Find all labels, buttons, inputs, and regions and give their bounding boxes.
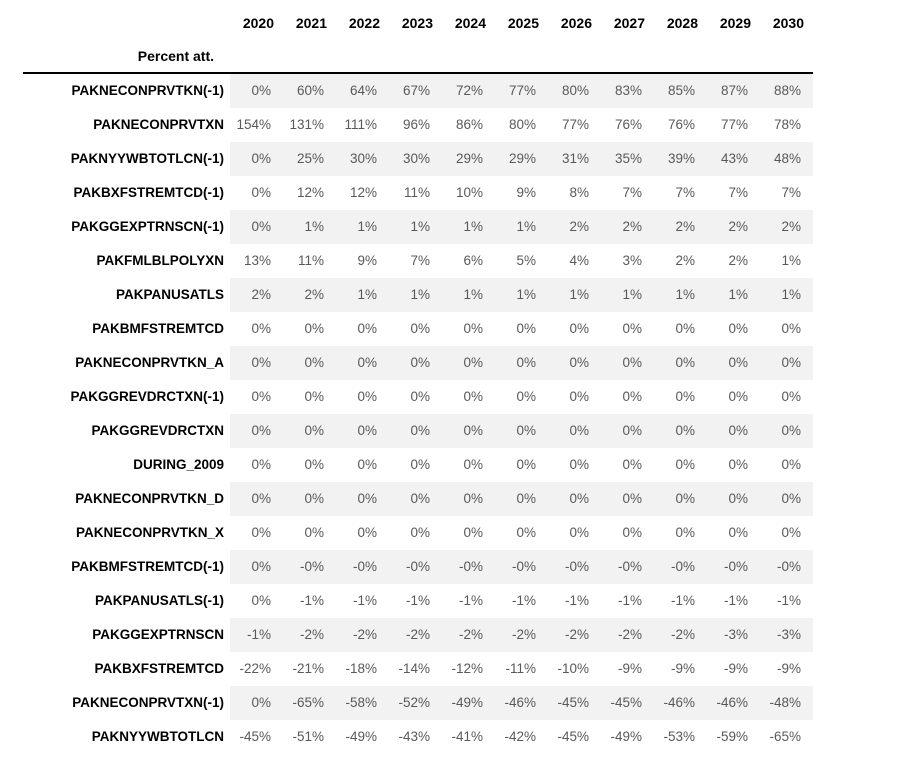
value-cell: 1% [654,278,707,312]
value-cell: 1% [707,278,760,312]
value-cell: 0% [283,482,336,516]
table-row [23,686,813,720]
row-label: PAKGGREVDRCTXN [91,423,224,438]
value-cell: 0% [569,389,589,404]
table-row [23,482,813,516]
value-cell: 131% [289,117,324,132]
value-cell: -45% [239,729,271,744]
table-row [23,176,813,210]
value-cell: 0% [251,321,271,336]
value-cell: 1% [495,210,548,244]
value-cell: -2% [336,618,389,652]
row-label: PAKBMFSTREMTCD(-1) [71,559,224,574]
value-cell: -11% [505,661,536,676]
value-cell: -2% [389,618,442,652]
row-label: PAKFMLBLPOLYXN [96,253,224,268]
value-cell: 1% [781,253,801,268]
row-label: PAKNECONPRVTKN_A [75,355,224,370]
value-cell: -45% [548,686,601,720]
value-cell: -9% [670,661,695,676]
year-header-2025: 2025 [507,15,539,31]
value-cell: 0% [251,457,271,472]
value-cell: 12% [296,185,324,200]
value-cell: 0% [622,457,642,472]
row-label: PAKNECONPRVTXN(-1) [72,695,224,710]
value-cell: 0% [675,389,695,404]
value-cell: 0% [601,414,654,448]
subheader-row [23,40,813,72]
value-cell: 0% [569,525,589,540]
value-cell: -42% [504,729,536,744]
value-cell: -18% [345,661,377,676]
table-row [23,74,813,108]
value-cell: 0% [728,525,748,540]
value-cell: 0% [410,321,430,336]
value-cell: 30% [336,142,389,176]
value-cell: -59% [716,729,748,744]
corner-label: Percent att. [137,48,214,64]
value-cell: 0% [389,414,442,448]
value-cell: -45% [601,686,654,720]
value-cell: -58% [336,686,389,720]
value-cell: 10% [455,185,483,200]
value-cell: -65% [283,686,336,720]
value-cell: 0% [283,414,336,448]
value-cell: 9% [516,185,536,200]
value-cell: -48% [760,686,813,720]
value-cell: 29% [495,142,548,176]
value-cell: 0% [760,414,813,448]
year-header-2026: 2026 [560,15,592,31]
value-cell: 64% [336,74,389,108]
value-cell: -22% [239,661,271,676]
value-cell: -0% [283,550,336,584]
value-cell: 1% [495,278,548,312]
value-cell: 6% [463,253,483,268]
value-cell: -1% [352,593,377,608]
value-cell: 4% [569,253,589,268]
value-cell: 0% [622,321,642,336]
value-cell: 67% [389,74,442,108]
value-cell: -9% [723,661,748,676]
value-cell: 0% [336,346,389,380]
value-cell: 0% [548,482,601,516]
value-cell: 0% [463,457,483,472]
year-header-2024: 2024 [454,15,486,31]
row-label: PAKNECONPRVTXN [93,117,224,132]
value-cell: 0% [251,593,271,608]
value-cell: 25% [283,142,336,176]
value-cell: 9% [357,253,377,268]
table-row [23,414,813,448]
value-cell: 0% [442,482,495,516]
value-cell: 0% [622,525,642,540]
value-cell: 1% [548,278,601,312]
value-cell: 0% [230,346,283,380]
value-cell: 0% [601,482,654,516]
row-label: PAKPANUSATLS(-1) [95,593,224,608]
year-header-2020: 2020 [242,15,274,31]
value-cell: 1% [389,278,442,312]
year-header-2029: 2029 [719,15,751,31]
value-cell: 2% [601,210,654,244]
value-cell: -0% [389,550,442,584]
value-cell: 1% [760,278,813,312]
value-cell: 0% [304,457,324,472]
value-cell: -2% [283,618,336,652]
table-row [23,516,813,550]
value-cell: 0% [569,321,589,336]
value-cell: -41% [451,729,483,744]
value-cell: 0% [781,321,801,336]
value-cell: 0% [357,321,377,336]
row-label: PAKNYYWBTOTLCN [91,729,224,744]
value-cell: -52% [389,686,442,720]
value-cell: -1% [511,593,536,608]
value-cell: 0% [463,321,483,336]
value-cell: 0% [675,457,695,472]
value-cell: 12% [349,185,377,200]
value-cell: -2% [654,618,707,652]
value-cell: -3% [707,618,760,652]
value-cell: 78% [773,117,801,132]
value-cell: 0% [760,482,813,516]
value-cell: 0% [654,346,707,380]
value-cell: 0% [251,525,271,540]
value-cell: 77% [720,117,748,132]
value-cell: -0% [654,550,707,584]
value-cell: 7% [410,253,430,268]
row-label: PAKNECONPRVTKN_X [75,525,224,540]
corner-empty-cell [23,6,230,40]
table-row [23,720,813,754]
value-cell: 0% [495,482,548,516]
value-cell: 0% [781,389,801,404]
value-cell: 0% [389,346,442,380]
value-cell: 11% [403,185,430,200]
value-cell: 87% [707,74,760,108]
row-label: PAKPANUSATLS [116,287,224,302]
value-cell: -46% [654,686,707,720]
value-cell: 1% [442,278,495,312]
value-cell: 111% [344,117,377,132]
value-cell: -12% [451,661,483,676]
value-cell: 0% [230,74,283,108]
value-cell: -1% [405,593,430,608]
value-cell: 2% [230,278,283,312]
value-cell: 0% [336,482,389,516]
value-cell: 0% [410,525,430,540]
value-cell: -0% [442,550,495,584]
value-cell: -51% [292,729,324,744]
table-row [23,346,813,380]
value-cell: 43% [707,142,760,176]
value-cell: 0% [251,185,271,200]
value-cell: 72% [442,74,495,108]
value-cell: 1% [283,210,336,244]
value-cell: -1% [299,593,324,608]
value-cell: 96% [402,117,430,132]
value-cell: 0% [654,414,707,448]
value-cell: 2% [283,278,336,312]
table-row [23,550,813,584]
value-cell: -46% [707,686,760,720]
value-cell: -49% [442,686,495,720]
value-cell: 2% [548,210,601,244]
value-cell: -2% [442,618,495,652]
value-cell: 85% [654,74,707,108]
value-cell: 0% [230,210,283,244]
value-cell: 77% [561,117,589,132]
value-cell: 0% [707,482,760,516]
value-cell: 0% [410,389,430,404]
row-label: PAKNECONPRVTKN_D [75,491,224,506]
row-label: PAKGGEXPTRNSCN [92,627,224,642]
row-label: PAKGGEXPTRNSCN(-1) [71,219,224,234]
year-header-2021: 2021 [295,15,327,31]
value-cell: -9% [776,661,801,676]
value-cell: 83% [601,74,654,108]
value-cell: 3% [622,253,642,268]
value-cell: 0% [707,414,760,448]
value-cell: 0% [622,389,642,404]
value-cell: 0% [707,346,760,380]
value-cell: 0% [357,525,377,540]
value-cell: -1% [617,593,642,608]
value-cell: 0% [516,457,536,472]
value-cell: -2% [495,618,548,652]
value-cell: 0% [516,321,536,336]
value-cell: 8% [569,185,589,200]
table-row [23,584,813,618]
value-cell: 0% [495,346,548,380]
value-cell: 86% [455,117,483,132]
value-cell: 77% [495,74,548,108]
value-cell: 0% [548,414,601,448]
value-cell: 5% [516,253,536,268]
value-cell: 0% [230,550,283,584]
value-cell: 11% [297,253,324,268]
value-cell: 0% [230,686,283,720]
value-cell: -1% [776,593,801,608]
value-cell: 0% [728,389,748,404]
value-cell: -46% [495,686,548,720]
table-row [23,652,813,686]
value-cell: 0% [728,321,748,336]
row-label: PAKNECONPRVTKN(-1) [71,83,224,98]
value-cell: 0% [675,525,695,540]
value-cell: -21% [292,661,324,676]
row-label: PAKBXFSTREMTCD [94,661,224,676]
value-cell: 154% [236,117,271,132]
value-cell: -0% [548,550,601,584]
table-row [23,210,813,244]
value-cell: 7% [675,185,695,200]
value-cell: 76% [614,117,642,132]
value-cell: 0% [654,482,707,516]
value-cell: -0% [707,550,760,584]
value-cell: 0% [410,457,430,472]
value-cell: 0% [230,142,283,176]
value-cell: 2% [760,210,813,244]
value-cell: 0% [760,346,813,380]
value-cell: 0% [357,457,377,472]
value-cell: 0% [230,482,283,516]
value-cell: 0% [516,525,536,540]
row-label: PAKGGREVDRCTXN(-1) [70,389,224,404]
table-body [23,74,813,754]
value-cell: -65% [769,729,801,744]
row-label: PAKBMFSTREMTCD [92,321,224,336]
value-cell: 1% [389,210,442,244]
value-cell: 0% [495,414,548,448]
value-cell: 80% [548,74,601,108]
value-cell: 0% [251,389,271,404]
value-cell: 0% [781,525,801,540]
value-cell: 2% [728,253,748,268]
year-header-2030: 2030 [772,15,804,31]
year-header-2027: 2027 [613,15,645,31]
value-cell: 0% [569,457,589,472]
value-cell: 48% [760,142,813,176]
value-cell: 60% [283,74,336,108]
value-cell: 35% [601,142,654,176]
percent-attribution-table [23,6,813,754]
table-row [23,244,813,278]
value-cell: 0% [304,525,324,540]
value-cell: 1% [336,210,389,244]
value-cell: 30% [389,142,442,176]
value-cell: -49% [610,729,642,744]
value-cell: 29% [442,142,495,176]
value-cell: -3% [760,618,813,652]
value-cell: 0% [304,321,324,336]
value-cell: 13% [243,253,271,268]
value-cell: -1% [230,618,283,652]
value-cell: 7% [728,185,748,200]
value-cell: 0% [463,389,483,404]
value-cell: 0% [442,346,495,380]
value-cell: 0% [442,414,495,448]
table-row [23,312,813,346]
year-header-2022: 2022 [348,15,380,31]
value-cell: 0% [336,414,389,448]
value-cell: 7% [622,185,642,200]
value-cell: 0% [548,346,601,380]
value-cell: -2% [548,618,601,652]
value-cell: -0% [336,550,389,584]
value-cell: 0% [781,457,801,472]
value-cell: 0% [283,346,336,380]
value-cell: 1% [336,278,389,312]
value-cell: -1% [723,593,748,608]
value-cell: -45% [557,729,589,744]
value-cell: 0% [357,389,377,404]
value-cell: 0% [728,457,748,472]
value-cell: 0% [516,389,536,404]
value-cell: 31% [548,142,601,176]
value-cell: -1% [458,593,483,608]
table-row [23,448,813,482]
value-cell: 76% [667,117,695,132]
table-row [23,618,813,652]
value-cell: -10% [557,661,589,676]
table-row [23,108,813,142]
value-cell: -0% [495,550,548,584]
value-cell: -53% [663,729,695,744]
value-cell: 80% [508,117,536,132]
value-cell: 2% [654,210,707,244]
value-cell: 39% [654,142,707,176]
row-label: PAKBXFSTREMTCD(-1) [73,185,224,200]
year-header-2028: 2028 [666,15,698,31]
value-cell: 0% [230,414,283,448]
value-cell: 2% [675,253,695,268]
year-header-row [23,6,813,40]
value-cell: -0% [760,550,813,584]
value-cell: 1% [601,278,654,312]
value-cell: -43% [398,729,430,744]
value-cell: -49% [345,729,377,744]
table-row [23,380,813,414]
value-cell: 0% [675,321,695,336]
value-cell: -1% [564,593,589,608]
value-cell: 7% [781,185,801,200]
value-cell: -2% [601,618,654,652]
value-cell: 0% [304,389,324,404]
row-label: DURING_2009 [133,457,224,472]
value-cell: 88% [760,74,813,108]
value-cell: 0% [389,482,442,516]
value-cell: 0% [601,346,654,380]
value-cell: 1% [442,210,495,244]
row-label: PAKNYYWBTOTLCN(-1) [70,151,224,166]
value-cell: 2% [707,210,760,244]
value-cell: -9% [617,661,642,676]
value-cell: -1% [670,593,695,608]
year-header-2023: 2023 [401,15,433,31]
value-cell: -14% [398,661,430,676]
table-row [23,142,813,176]
value-cell: 0% [463,525,483,540]
value-cell: -0% [601,550,654,584]
table-row [23,278,813,312]
